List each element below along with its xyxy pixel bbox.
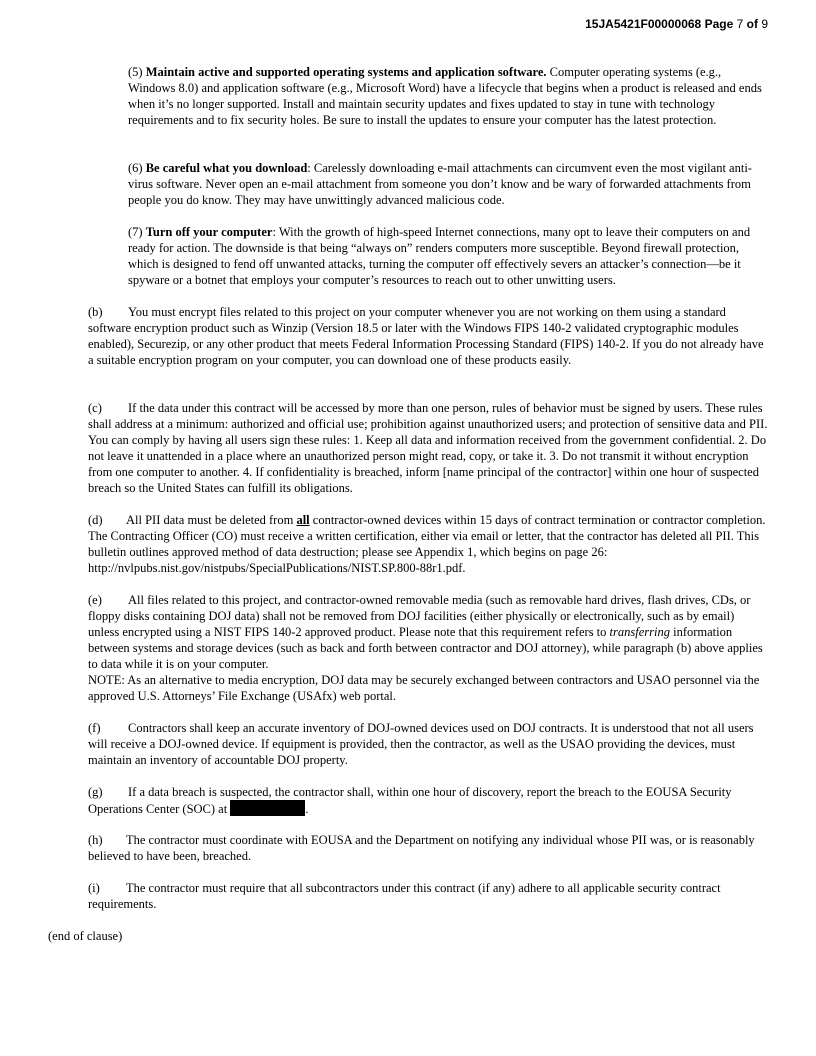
subparagraph-number: (6) (128, 161, 143, 175)
paragraph-b (88, 304, 768, 368)
subparagraph-body: Computer operating systems (e.g., Windows 8.0) and application software (e.g., Microsoft Word) have a lifecycle that begins when a product is released and ends when it’s no longer supported. Install and maintain security updates and fixes updated to stay in tune with technology requirements and to fix security holes. Be sure to install the updates to ensure your computer has the latest protection. (128, 65, 762, 127)
page-of: of (746, 17, 758, 31)
paragraph-label: (g) (88, 785, 103, 799)
paragraph-label: (f) (88, 721, 101, 735)
end-of-clause: (end of clause) (48, 929, 123, 943)
paragraph-label: (e) (88, 593, 102, 607)
paragraph-label: (i) (88, 881, 100, 895)
paragraph-c (88, 400, 768, 496)
subparagraph-5 (128, 64, 768, 128)
paragraph-text: All files related to this project, and contractor-owned removable media (such as removable hard drives, flash drives, CDs, or floppy disks containing DOJ data) shall not be removed from DOJ facilities (either physically or electronically, such as by email) unless encrypted using a NIST FIPS 140-2 approved product. Please note that this requirement refers to (88, 593, 751, 639)
paragraph-text: The contractor must coordinate with EOUSA and the Department on notifying any individual whose PII was, or is reasonably believed to have been, breached. (88, 833, 755, 863)
paragraph-d (88, 512, 768, 576)
paragraph-label: (d) (88, 513, 103, 527)
paragraph-text-end: . (305, 802, 309, 816)
page-current: 7 (736, 17, 744, 31)
subparagraph-title: Turn off your computer (145, 225, 273, 239)
subparagraph-number: (7) (128, 225, 143, 239)
paragraph-label: (h) (88, 833, 103, 847)
subparagraph-6 (128, 160, 768, 208)
paragraph-g (88, 784, 768, 817)
emphasis-all: all (296, 513, 310, 527)
paragraph-note: NOTE: As an alternative to media encryption, DOJ data may be securely exchanged between contractors and USAO personnel via the approved U.S. Attorneys’ File Exchange (USAfx) web portal. (88, 673, 760, 703)
paragraph-label: (b) (88, 305, 103, 319)
redaction-block (230, 800, 305, 816)
paragraph-text-cont: contractor-owned devices within 15 days of contract termination or contractor completion. The Contracting Officer (CO) must receive a written certification, either via email or letter, that the contractor has deleted all PII. This bulletin outlines approved method of data destruction; please see Appendix 1, which begins on page 26: http://nvlpubs.nist.gov/nistpubs/SpecialPublications/NIST.SP.800-88r1.pdf. (88, 513, 766, 575)
subparagraph-body: : Carelessly downloading e-mail attachments can circumvent even the most vigilant anti-virus software. Never open an e-mail attachment from someone you don’t know and be wary of forwarded attachments from people you do know. They may have unwittingly advanced malicious code. (128, 161, 752, 207)
page-label: Page (704, 17, 734, 31)
paragraph-text: All PII data must be deleted from (126, 513, 297, 527)
document-number: 15JA5421F00000068 (585, 17, 702, 31)
paragraph-text: You must encrypt files related to this project on your computer whenever you are not working on them using a standard software encryption product such as Winzip (Version 18.5 or later with the Windows FIPS 140-2 validated cryptographic modules enabled), Securezip, or any other product that meets Federal Information Processing Standard (FIPS) 140-2. If you do not already have a suitable encryption program on your computer, you can download one of these products easily. (88, 305, 764, 367)
page-header (585, 17, 768, 31)
paragraph-f (88, 720, 768, 768)
paragraph-text-cont: information between systems and storage devices (such as back and forth between contractor and DOJ attorney), while paragraph (b) above applies to data while it is on your computer. (88, 625, 763, 671)
subparagraph-number: (5) (128, 65, 143, 79)
subparagraph-7 (128, 224, 768, 288)
paragraph-text: If a data breach is suspected, the contractor shall, within one hour of discovery, report the breach to the EOUSA Security Operations Center (SOC) at (88, 785, 732, 816)
subparagraph-title: Maintain active and supported operating systems and application software. (145, 65, 547, 79)
page-total: 9 (761, 17, 768, 31)
paragraph-i (88, 880, 768, 912)
paragraph-e (88, 592, 768, 704)
paragraph-h (88, 832, 768, 864)
paragraph-text: The contractor must require that all subcontractors under this contract (if any) adhere to all applicable security contract requirements. (88, 881, 721, 911)
subparagraph-body: : With the growth of high-speed Internet connections, many opt to leave their computers on and ready for action. The downside is that being “always on” renders computers more susceptible. Beyond firewall protection, which is designed to fend off unwanted attacks, turning the computer off effectively severs an attacker’s connection—be it spyware or a botnet that employs your computer’s resources to reach out to other unwitting users. (128, 225, 751, 287)
paragraph-text: If the data under this contract will be accessed by more than one person, rules of behavior must be signed by users. These rules shall address at a minimum: authorized and official use; prohibition against unauthorized users; and protection of sensitive data and PII. You can comply by having all users sign these rules: 1. Keep all data and information received from the government confidential. 2. Do not leave it unattended in a place where an unauthorized person might read, copy, or take it. 3. Do not transmit it without encryption from one computer to another. 4. If confidentiality is breached, inform [name principal of the contractor] within one hour of suspected breach so the United States can fulfill its obligations. (88, 401, 768, 495)
paragraph-label: (c) (88, 401, 102, 415)
emphasis-transferring: transferring (609, 625, 670, 639)
subparagraph-title: Be careful what you download (145, 161, 308, 175)
paragraph-text: Contractors shall keep an accurate inventory of DOJ-owned devices used on DOJ contracts. It is understood that not all users will receive a DOJ-owned device. If equipment is provided, then the contractor, as well as the USAO providing the devices, must maintain an inventory of accountable DOJ property. (88, 721, 754, 767)
